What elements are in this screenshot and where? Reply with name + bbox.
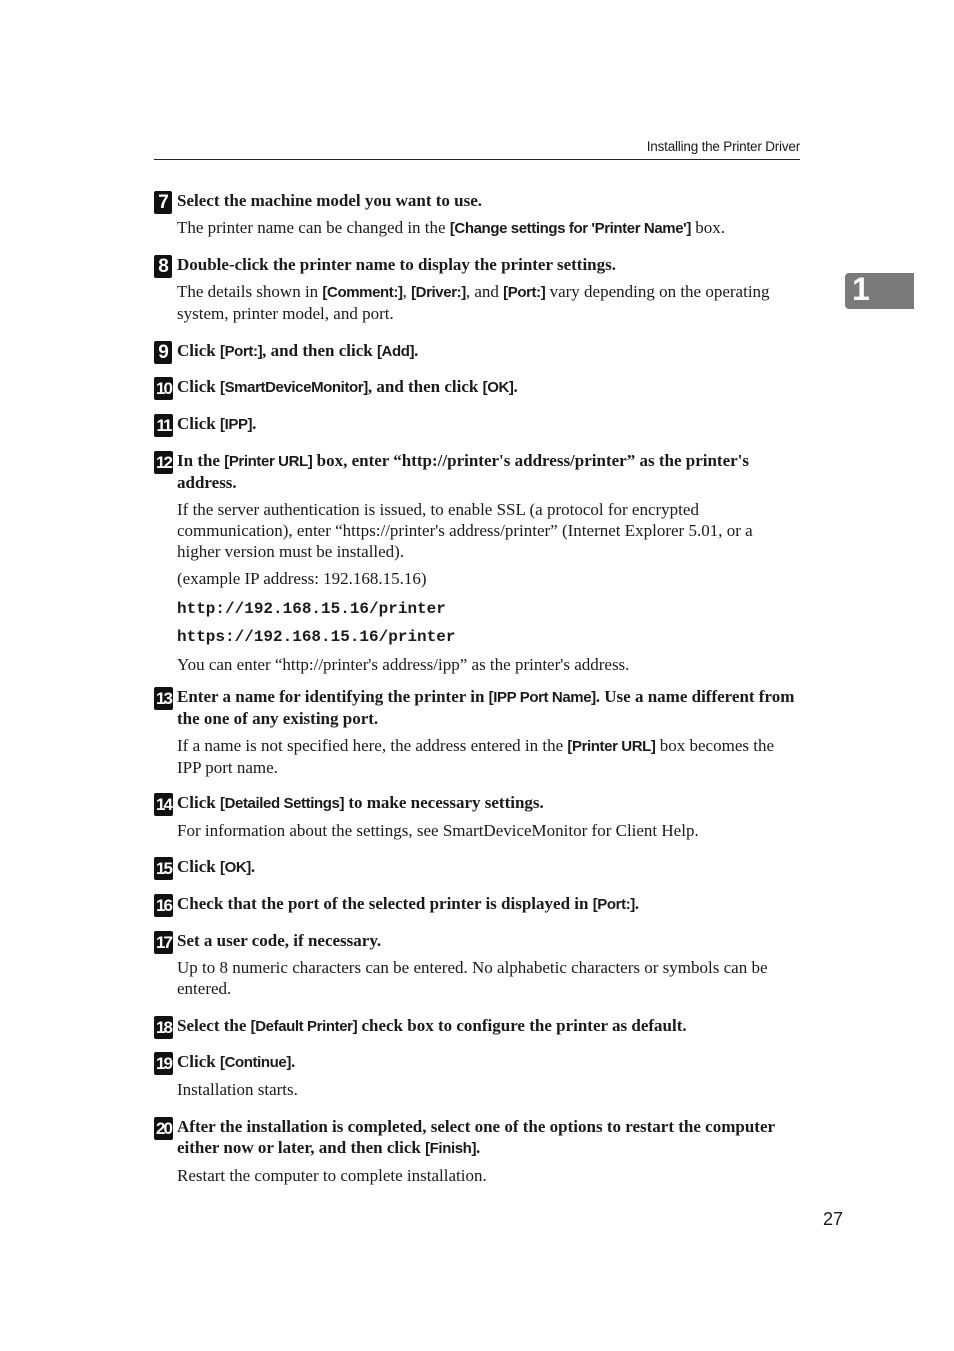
step-18 [154, 1015, 800, 1037]
step-instruction: Set a user code, if necessary. [177, 931, 382, 950]
step-instruction: Click [Port:], and then click [Add]. [177, 341, 419, 360]
step-10 [154, 376, 800, 398]
example-ip-note: (example IP address: 192.168.15.16) [177, 569, 427, 588]
page-number: 27 [823, 1209, 844, 1229]
step-note: Up to 8 numeric characters can be entered. No alphabetic characters or symbols can be entered. [177, 958, 768, 998]
step-number-badge: 15 [154, 857, 173, 880]
step-instruction: Select the [Default Printer] check box to configure the printer as default. [177, 1016, 687, 1035]
step-instruction: Click [SmartDeviceMonitor], and then click [OK]. [177, 377, 518, 396]
step-8 [154, 254, 800, 324]
step-13 [154, 686, 800, 778]
step-number-badge: 18 [154, 1016, 173, 1039]
step-number-badge: 9 [154, 341, 172, 364]
step-instruction: Select the machine model you want to use. [177, 191, 483, 210]
step-instruction: Click [OK]. [177, 857, 256, 876]
step-number-badge: 7 [154, 191, 172, 214]
code-example-http: http://192.168.15.16/printer [177, 600, 446, 618]
step-16 [154, 893, 800, 915]
chapter-tab [845, 273, 914, 309]
step-note: The details shown in [Comment:], [Driver:], and [Port:] vary depending on the operating system, printer model, and port. [177, 282, 770, 323]
step-note: The printer name can be changed in the [Change settings for 'Printer Name'] box. [177, 218, 725, 237]
step-number-badge: 8 [154, 255, 172, 278]
step-15 [154, 856, 800, 878]
step-note: Installation starts. [177, 1080, 298, 1099]
step-number-badge: 10 [154, 377, 173, 400]
step-note: Restart the computer to complete installation. [177, 1166, 487, 1185]
step-7 [154, 190, 800, 239]
step-instruction: Click [Detailed Settings] to make necessary settings. [177, 793, 544, 812]
step-instruction: After the installation is completed, select one of the options to restart the computer either now or later, and then click [Finish]. [177, 1117, 775, 1157]
step-number-badge: 14 [154, 793, 173, 816]
step-number-badge: 19 [154, 1052, 173, 1075]
step-9 [154, 340, 800, 362]
step-number-badge: 11 [154, 414, 173, 437]
step-instruction: Enter a name for identifying the printer in [IPP Port Name]. Use a name different from the one of any existing port. [177, 687, 795, 728]
step-19 [154, 1051, 800, 1100]
step-12 [154, 450, 800, 589]
step-20 [154, 1116, 800, 1186]
step-number-badge: 12 [154, 451, 173, 474]
step-number-badge: 20 [154, 1117, 173, 1140]
step-number-badge: 17 [154, 931, 173, 954]
step-number-badge: 13 [154, 687, 173, 710]
step-instruction: Click [Continue]. [177, 1052, 296, 1071]
step-11 [154, 413, 800, 435]
step-17 [154, 930, 800, 999]
step-instruction: Click [IPP]. [177, 414, 257, 433]
step-instruction: Check that the port of the selected printer is displayed in [Port:]. [177, 894, 640, 913]
step-instruction: In the [Printer URL] box, enter “http://printer's address/printer” as the printer's address. [177, 451, 750, 492]
header-title: Installing the Printer Driver [646, 139, 800, 154]
step-14 [154, 792, 800, 841]
step-note: For information about the settings, see SmartDeviceMonitor for Client Help. [177, 821, 699, 840]
step-instruction: Double-click the printer name to display the printer settings. [177, 255, 616, 274]
step-note: If a name is not specified here, the address entered in the [Printer URL] box becomes the IPP port name. [177, 736, 775, 777]
step-note: You can enter “http://printer's address/ipp” as the printer's address. [177, 655, 630, 674]
step-number-badge: 16 [154, 894, 173, 917]
code-example-https: https://192.168.15.16/printer [177, 628, 456, 646]
running-header [154, 138, 800, 160]
chapter-number: 1 [852, 271, 870, 307]
step-note: If the server authentication is issued, to enable SSL (a protocol for encrypted communication), enter “https://printer's address/printer” (Internet Explorer 5.01, or a higher version must be installed). [177, 500, 753, 561]
